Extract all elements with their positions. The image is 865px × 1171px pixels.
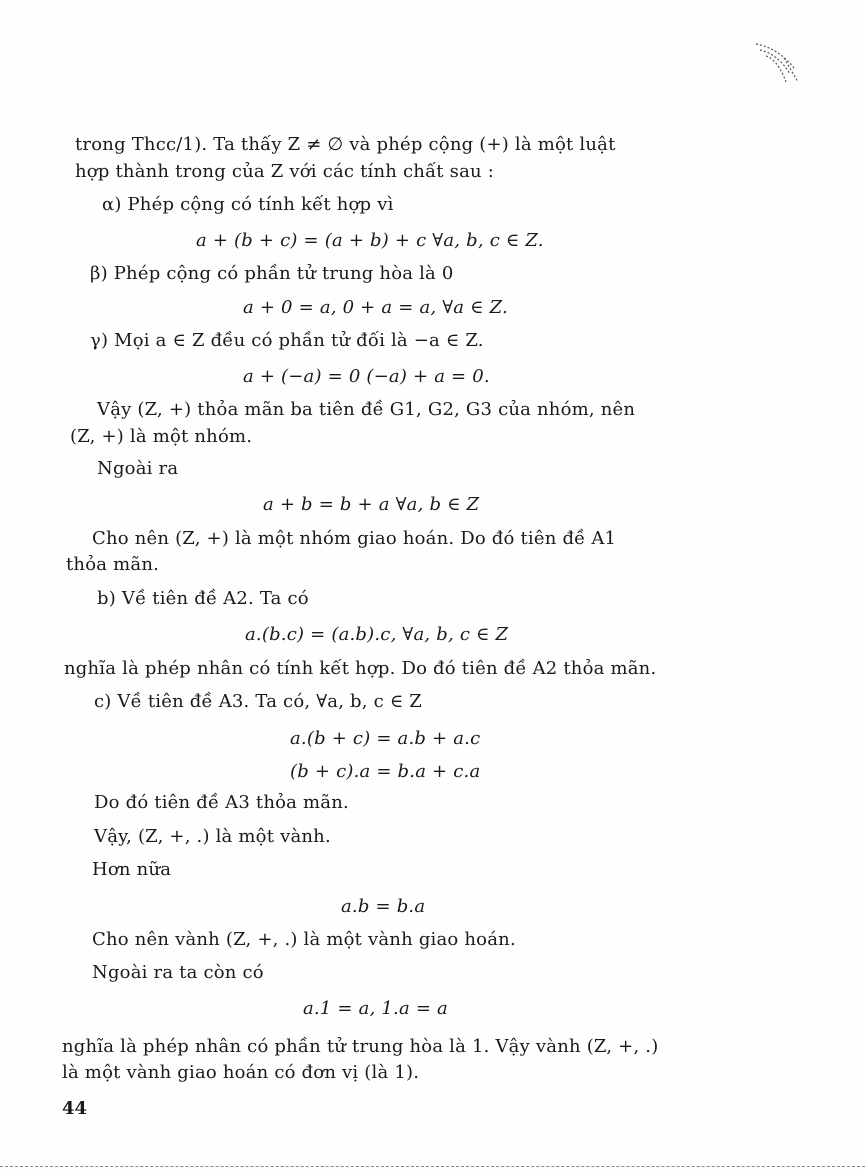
text-line: β) Phép cộng có phần tử trung hòa là 0: [90, 263, 454, 284]
text-line: Ngoài ra ta còn có: [92, 962, 264, 983]
text-line: Ngoài ra: [97, 458, 179, 479]
text-line: thỏa mãn.: [66, 554, 160, 575]
equation-line: a.b = b.a: [341, 896, 426, 917]
text-line: c) Về tiên đề A3. Ta có, ∀a, b, c ∈ Z: [94, 691, 422, 712]
equation-line: a.(b + c) = a.b + a.c: [290, 728, 481, 749]
text-line: α) Phép cộng có tính kết hợp vì: [102, 194, 394, 215]
equation-line: (b + c).a = b.a + c.a: [290, 761, 481, 782]
equation-line: a.(b.c) = (a.b).c, ∀a, b, c ∈ Z: [245, 624, 509, 645]
text-line: hợp thành trong của Z với các tính chất sau :: [75, 161, 495, 182]
text-line: nghĩa là phép nhân có tính kết hợp. Do đó tiên đề A2 thỏa mãn.: [64, 658, 657, 679]
equation-line: a + (b + c) = (a + b) + c ∀a, b, c ∈ Z.: [196, 230, 544, 251]
text-line: γ) Mọi a ∈ Z đều có phần tử đối là −a ∈ Z.: [90, 330, 484, 351]
text-line: nghĩa là phép nhân có phần tử trung hòa là 1. Vậy vành (Z, +, .): [62, 1036, 659, 1057]
library-stamp-icon: [748, 38, 808, 98]
text-line: Vậy (Z, +) thỏa mãn ba tiên đề G1, G2, G3 của nhóm, nên: [97, 399, 636, 420]
equation-line: a.1 = a, 1.a = a: [303, 998, 448, 1019]
text-line: b) Về tiên đề A2. Ta có: [97, 588, 309, 609]
text-line: (Z, +) là một nhóm.: [70, 426, 253, 447]
page-bottom-divider: [0, 1166, 865, 1167]
text-line: trong Thcc/1). Ta thấy Z ≠ ∅ và phép cộng (+) là một luật: [75, 134, 616, 155]
text-line: Cho nên vành (Z, +, .) là một vành giao hoán.: [92, 929, 516, 950]
equation-line: a + 0 = a, 0 + a = a, ∀a ∈ Z.: [243, 297, 508, 318]
text-line: Hơn nữa: [92, 859, 172, 880]
text-line: Vậy, (Z, +, .) là một vành.: [94, 826, 331, 847]
text-line: Do đó tiên đề A3 thỏa mãn.: [94, 792, 349, 813]
equation-line: a + (−a) = 0 (−a) + a = 0.: [243, 366, 490, 387]
page-number: 44: [62, 1098, 88, 1119]
text-line: Cho nên (Z, +) là một nhóm giao hoán. Do đó tiên đề A1: [92, 528, 617, 549]
equation-line: a + b = b + a ∀a, b ∈ Z: [263, 494, 480, 515]
text-line: là một vành giao hoán có đơn vị (là 1).: [62, 1062, 420, 1083]
